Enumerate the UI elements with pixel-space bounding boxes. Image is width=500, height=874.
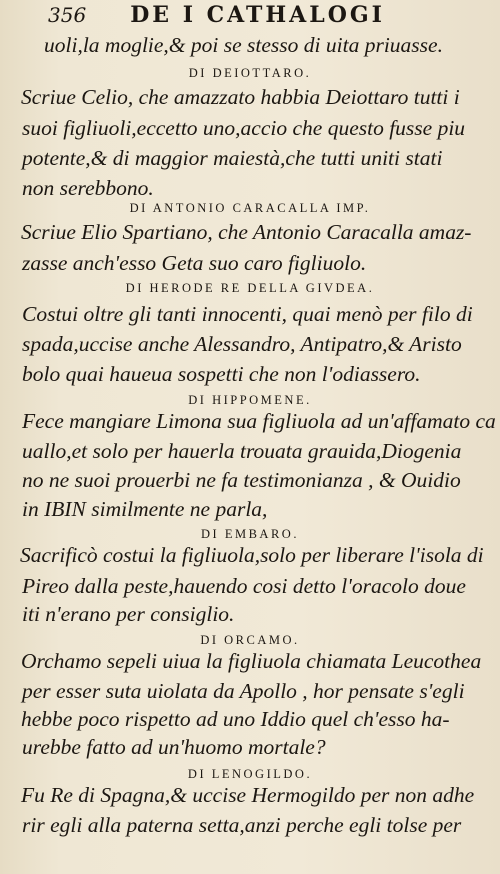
- text-line: iti n'erano per consiglio.: [22, 602, 235, 626]
- section-heading: DI EMBARO.: [201, 527, 299, 541]
- text-line: bolo quai haueua sospetti che non l'odiassero.: [22, 362, 421, 386]
- text-line: non serebbono.: [22, 176, 154, 200]
- text-line: Costui oltre gli tanti innocenti, quai menò per filo di: [22, 302, 473, 326]
- text-line: hebbe poco rispetto ad uno Iddio quel ch'esso ha-: [21, 707, 450, 731]
- text-line: urebbe fatto ad un'huomo mortale?: [22, 735, 326, 759]
- text-line: rir egli alla paterna setta,anzi perche egli tolse per: [22, 813, 462, 837]
- text-line: Fece mangiare Limona sua figliuola ad un'affamato ca: [22, 409, 496, 433]
- section-heading: DI ANTONIO CARACALLA IMP.: [129, 201, 371, 215]
- text-line: in IBIN similmente ne parla,: [22, 497, 268, 521]
- text-line: Fu Re di Spagna,& uccise Hermogildo per non adhe: [21, 783, 475, 807]
- section-heading: DI LENOGILDO.: [187, 767, 313, 781]
- section-heading: DI DEIOTTARO.: [188, 66, 312, 80]
- text-line: uoli,la moglie,& poi se stesso di uita priuasse.: [44, 33, 443, 57]
- text-line: no ne suoi prouerbi ne fa testimonianza , & Ouidio: [22, 468, 461, 492]
- page-number: 356: [48, 3, 87, 27]
- text-line: Scriue Celio, che amazzato habbia Deiottaro tutti i: [21, 85, 460, 109]
- text-line: uallo,et solo per hauerla trouata grauida,Diogenia: [22, 439, 462, 463]
- text-line: Sacrificò costui la figliuola,solo per liberare l'isola di: [20, 543, 484, 567]
- text-line: Scriue Elio Spartiano, che Antonio Caracalla amaz-: [21, 220, 472, 244]
- text-line: potente,& di maggior maiestà,che tutti uniti stati: [22, 146, 443, 170]
- running-title: DE I CATHALOGI: [130, 2, 385, 28]
- text-line: Pireo dalla peste,hauendo cosi detto l'oracolo doue: [22, 574, 466, 598]
- text-line: spada,uccise anche Alessandro, Antipatro,& Aristo: [22, 332, 462, 356]
- text-line: per esser suta uiolata da Apollo , hor pensate s'egli: [22, 679, 465, 703]
- text-line: suoi figliuoli,eccetto uno,accio che questo fusse piu: [22, 116, 466, 140]
- section-heading: DI HIPPOMENE.: [188, 393, 312, 407]
- section-heading: DI HERODE RE DELLA GIVDEA.: [125, 281, 375, 295]
- text-line: zasse anch'esso Geta suo caro figliuolo.: [22, 251, 367, 275]
- page-header: [48, 2, 468, 32]
- text-line: Orchamo sepeli uiua la figliuola chiamata Leucothea: [21, 649, 482, 673]
- section-heading: DI ORCAMO.: [200, 633, 300, 647]
